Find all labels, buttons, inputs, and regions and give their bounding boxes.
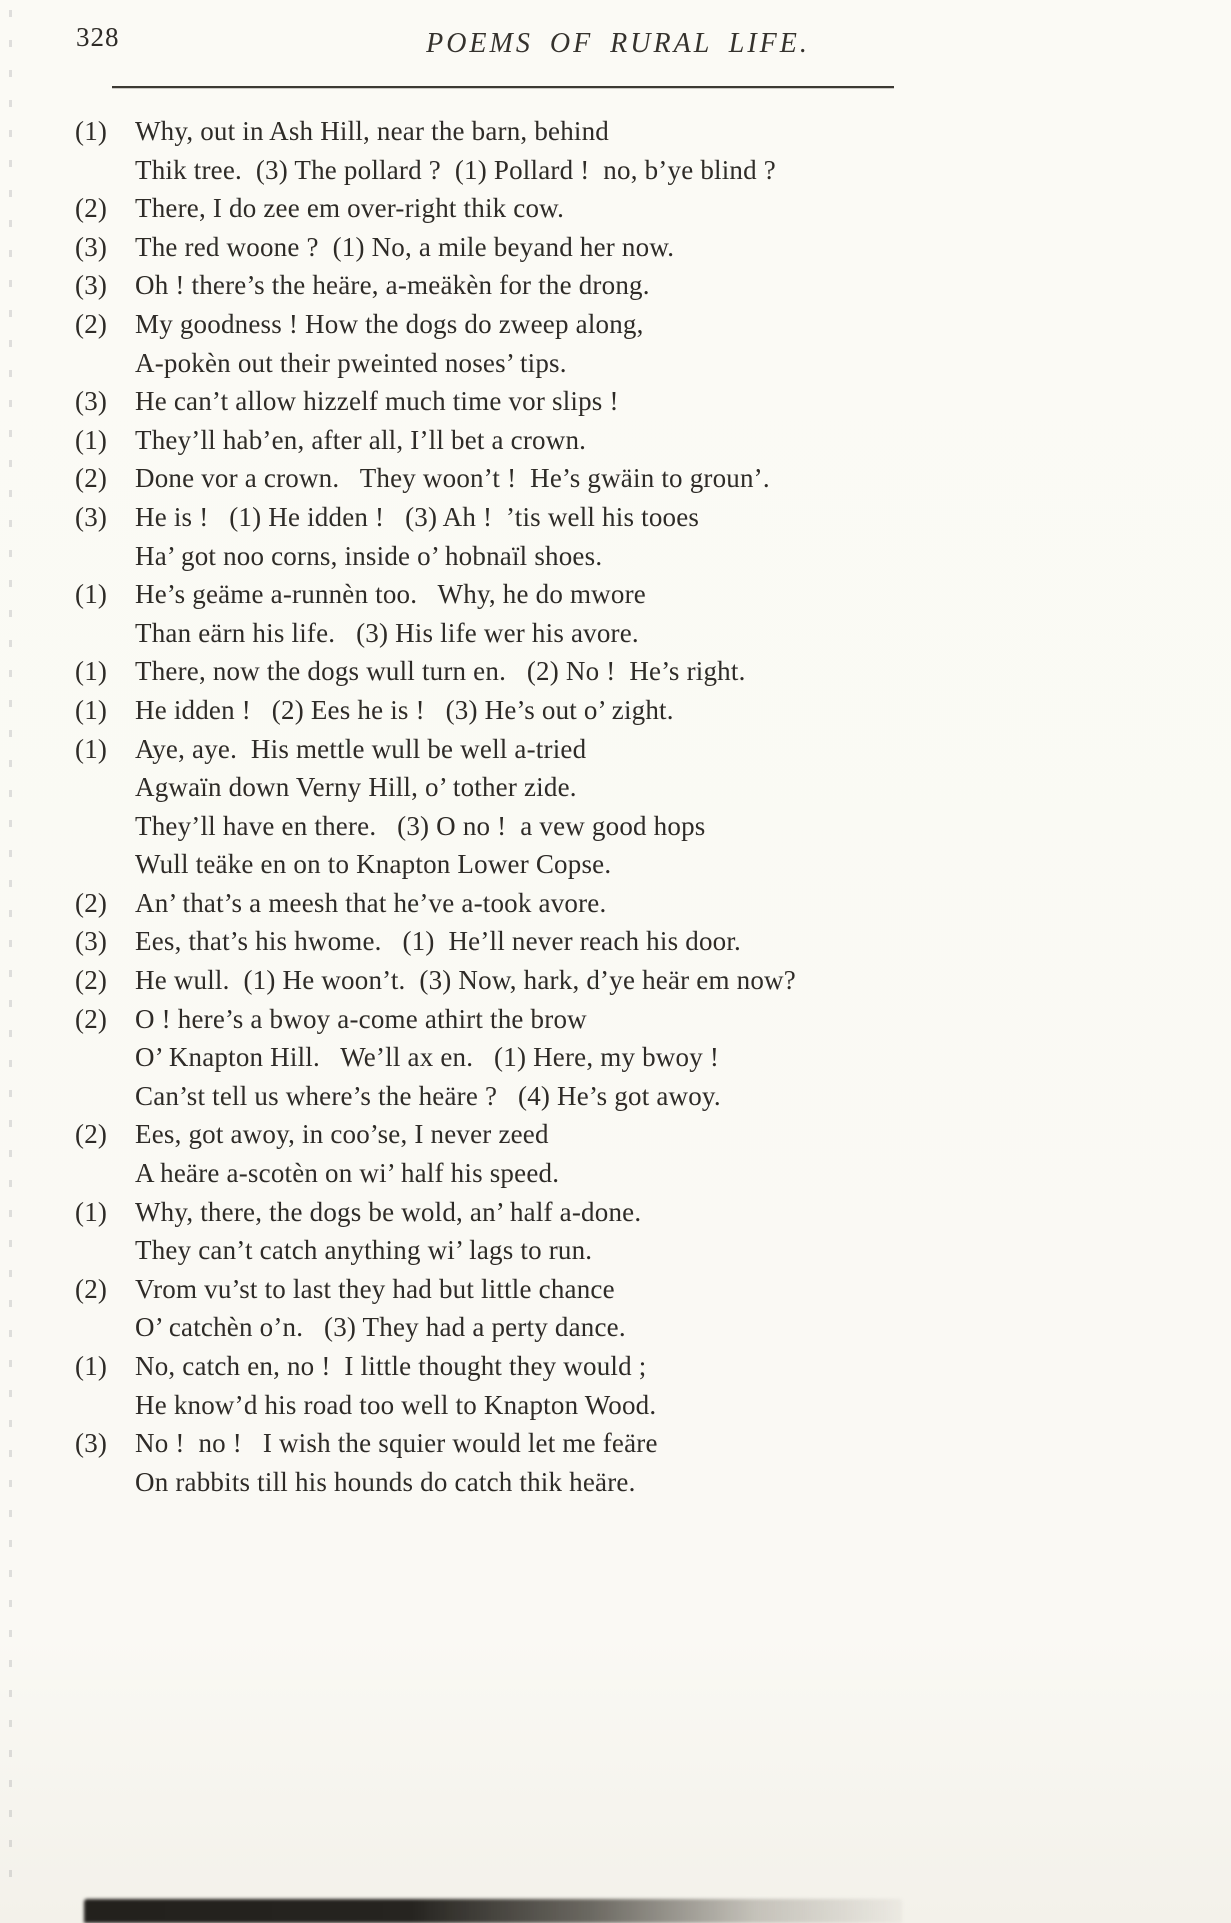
scan-left-edge-artifact (9, 10, 12, 1900)
speaker-number: (3) (75, 501, 108, 532)
line-text: Aye, aye. His mettle wull be well a-tried (135, 733, 587, 764)
speaker-number: (1) (75, 733, 108, 764)
line-text: There, now the dogs wull turn en. (2) No ! He’s right. (135, 656, 746, 687)
poem-line (75, 1308, 1161, 1347)
line-text: O’ Knapton Hill. We’ll ax en. (1) Here, my bwoy ! (135, 1042, 720, 1073)
line-text: A heäre a-scotèn on wi’ half his speed. (135, 1158, 560, 1189)
poem-line (75, 1231, 1161, 1270)
line-text: Thik tree. (3) The pollard ? (1) Pollard ! no, b’ye blind ? (135, 154, 776, 185)
line-text: Ees, that’s his hwome. (1) He’ll never reach his door. (135, 926, 741, 957)
poem-line (75, 614, 1161, 653)
scan-bottom-shadow-artifact (84, 1899, 902, 1923)
line-text: The red woone ? (1) No, a mile beyand her now. (135, 231, 675, 262)
poem-line (75, 421, 1161, 460)
speaker-number: (2) (75, 887, 108, 918)
poem-line (75, 151, 1161, 190)
line-text: Wull teäke en on to Knapton Lower Copse. (135, 849, 612, 880)
line-text: Why, out in Ash Hill, near the barn, behind (135, 116, 610, 146)
poem-line (75, 1270, 1161, 1309)
poem-line (75, 845, 1161, 884)
poem-line (75, 537, 1161, 576)
speaker-number: (2) (75, 1273, 108, 1304)
line-text: He’s geäme a-runnèn too. Why, he do mwore (135, 579, 646, 610)
line-text: Can’st tell us where’s the heäre ? (4) He’s got awoy. (135, 1080, 721, 1111)
line-text: He wull. (1) He woon’t. (3) Now, hark, d’ye heär em now? (135, 965, 796, 996)
speaker-number (75, 1077, 135, 1116)
line-text: Done vor a crown. They woon’t ! He’s gwäin to groun’. (135, 463, 770, 494)
page-number: 328 (76, 22, 120, 52)
poem-line (75, 305, 1161, 344)
speaker-number (75, 1154, 135, 1193)
poem-line (75, 1386, 1161, 1425)
poem-line (75, 1424, 1161, 1463)
speaker-number: (2) (75, 193, 108, 224)
line-text: Why, there, the dogs be wold, an’ half a-done. (135, 1196, 642, 1227)
speaker-number: (1) (75, 116, 108, 146)
speaker-number: (2) (75, 1119, 108, 1150)
running-header (0, 0, 1231, 72)
speaker-number (75, 344, 135, 383)
poem-line (75, 1463, 1161, 1502)
poem-line (75, 1038, 1161, 1077)
line-text: They’ll hab’en, after all, I’ll bet a crown. (135, 424, 587, 455)
poem-line (75, 1347, 1161, 1386)
speaker-number: (1) (75, 1351, 108, 1381)
line-text: Agwaïn down Verny Hill, o’ tother zide. (135, 772, 577, 803)
line-text: A-pokèn out their pweinted noses’ tips. (135, 347, 567, 378)
line-text: My goodness ! How the dogs do zweep along, (135, 308, 644, 339)
poem-line (75, 459, 1161, 498)
speaker-number (75, 807, 135, 846)
speaker-number: (3) (75, 231, 108, 262)
speaker-number: (1) (75, 694, 108, 725)
poem-line (75, 1193, 1161, 1232)
speaker-number: (2) (75, 463, 108, 494)
poem-line (75, 344, 1161, 383)
poem-line (75, 266, 1161, 305)
speaker-number: (1) (75, 1196, 108, 1227)
line-text: Ha’ got noo corns, inside o’ hobnaïl shoes. (135, 540, 603, 571)
speaker-number (75, 768, 135, 807)
line-text: He can’t allow hizzelf much time vor slips ! (135, 386, 619, 417)
poem-line (75, 228, 1161, 267)
poem-line (75, 498, 1161, 537)
poem-line (75, 382, 1161, 421)
line-text: Oh ! there’s the heäre, a-meäkèn for the drong. (135, 270, 650, 301)
line-text: Ees, got awoy, in coo’se, I never zeed (135, 1119, 549, 1150)
line-text: An’ that’s a meesh that he’ve a-took avore. (135, 887, 607, 918)
poem-line (75, 884, 1161, 923)
poem-line (75, 1115, 1161, 1154)
speaker-number (75, 1038, 135, 1077)
line-text: Than eärn his life. (3) His life wer his avore. (135, 617, 639, 648)
speaker-number: (1) (75, 424, 108, 455)
poem-line (75, 1077, 1161, 1116)
poem-line (75, 807, 1161, 846)
line-text: He idden ! (2) Ees he is ! (3) He’s out o’ zight. (135, 694, 674, 725)
speaker-number (75, 845, 135, 884)
speaker-number: (1) (75, 579, 108, 610)
line-text: He know’d his road too well to Knapton Wood. (135, 1389, 657, 1420)
poem-line (75, 112, 1161, 151)
running-header-title: POEMS OF RURAL LIFE. (426, 28, 810, 59)
speaker-number (75, 151, 135, 190)
line-text: He is ! (1) He idden ! (3) Ah ! ’tis well his tooes (135, 501, 700, 532)
line-text: There, I do zee em over-right thik cow. (135, 193, 565, 224)
speaker-number: (3) (75, 270, 108, 301)
speaker-number: (3) (75, 926, 108, 957)
speaker-number (75, 537, 135, 576)
speaker-number (75, 1231, 135, 1270)
poem-line (75, 1000, 1161, 1039)
line-text: Vrom vu’st to last they had but little chance (135, 1273, 615, 1304)
poem-line (75, 768, 1161, 807)
poem-line (75, 961, 1161, 1000)
line-text: No, catch en, no ! I little thought they would ; (135, 1351, 647, 1381)
line-text: O’ catchèn o’n. (3) They had a perty dance. (135, 1312, 626, 1343)
poem-line (75, 922, 1161, 961)
speaker-number (75, 1308, 135, 1347)
poem-line (75, 189, 1161, 228)
speaker-number (75, 614, 135, 653)
line-text: O ! here’s a bwoy a-come athirt the brow (135, 1003, 587, 1034)
poem-line (75, 652, 1161, 691)
speaker-number: (2) (75, 1003, 108, 1034)
line-text: They can’t catch anything wi’ lags to run. (135, 1235, 593, 1266)
header-rule (112, 86, 894, 88)
speaker-number: (2) (75, 965, 108, 996)
speaker-number: (3) (75, 1428, 108, 1459)
line-text: They’ll have en there. (3) O no ! a vew good hops (135, 810, 706, 841)
line-text: No ! no ! I wish the squier would let me feäre (135, 1428, 658, 1459)
poem-line (75, 730, 1161, 769)
speaker-number: (3) (75, 386, 108, 417)
line-text: On rabbits till his hounds do catch thik heäre. (135, 1466, 636, 1497)
poem-line (75, 1154, 1161, 1193)
poem-body (0, 112, 1231, 1501)
poem-line (75, 575, 1161, 614)
speaker-number: (2) (75, 308, 108, 339)
poem-line (75, 691, 1161, 730)
speaker-number (75, 1386, 135, 1425)
speaker-number: (1) (75, 656, 108, 687)
speaker-number (75, 1463, 135, 1502)
